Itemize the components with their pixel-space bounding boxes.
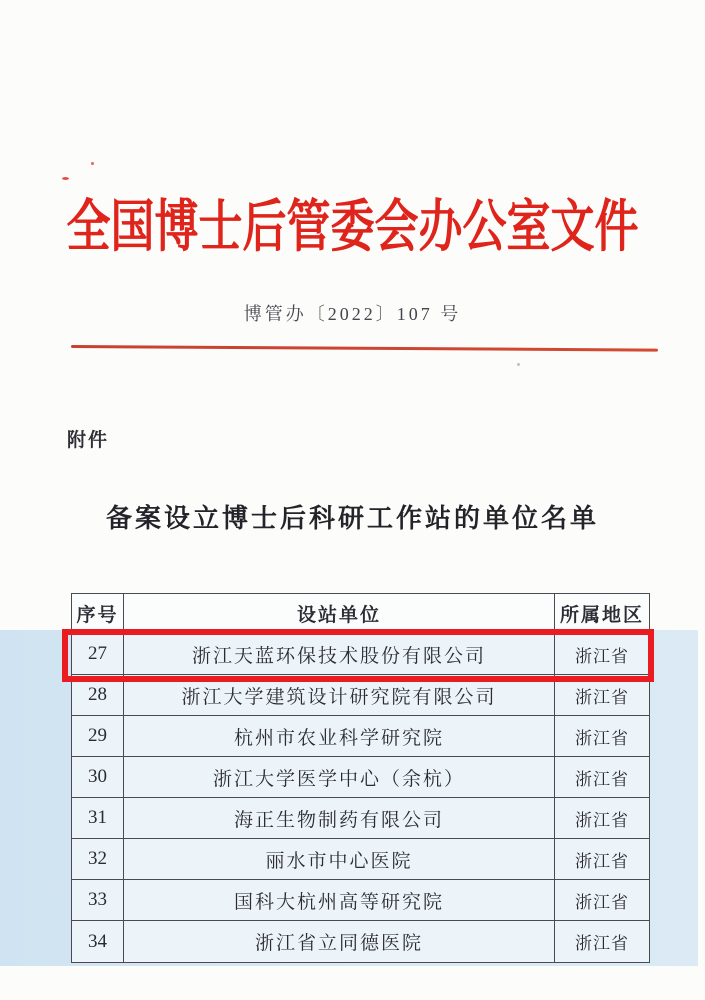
table-row [72, 716, 649, 757]
region-cell: 浙江省 [555, 716, 649, 757]
unit-cell: 浙江省立同德医院 [124, 921, 555, 962]
no-cell: 28 [72, 675, 124, 716]
region-cell: 浙江省 [555, 921, 649, 962]
list-title: 备案设立博士后科研工作站的单位名单 [105, 503, 599, 533]
attachment-label: 附件 [67, 430, 110, 451]
table-header-row [72, 594, 649, 634]
unit-cell: 杭州市农业科学研究院 [124, 716, 555, 757]
header-cell: 设站单位 [124, 594, 555, 634]
table-row [72, 921, 649, 962]
region-cell: 浙江省 [555, 880, 649, 921]
red-divider-line [71, 345, 658, 351]
scan-speck [91, 162, 94, 165]
header-cell: 序号 [72, 594, 124, 634]
unit-cell: 浙江天蓝环保技术股份有限公司 [124, 634, 555, 675]
unit-cell: 海正生物制药有限公司 [124, 798, 555, 839]
table-row [72, 675, 649, 716]
no-cell: 29 [72, 716, 124, 757]
document-title: 全国博士后管委会办公室文件 [66, 195, 639, 259]
no-cell: 27 [72, 634, 124, 675]
table-row [72, 798, 649, 839]
unit-cell: 丽水市中心医院 [124, 839, 555, 880]
table-row [72, 839, 649, 880]
table-row [72, 880, 649, 921]
region-cell: 浙江省 [555, 839, 649, 880]
table-body [72, 634, 649, 962]
scan-speck [517, 363, 520, 366]
no-cell: 31 [72, 798, 124, 839]
unit-cell: 国科大杭州高等研究院 [124, 880, 555, 921]
region-cell: 浙江省 [555, 675, 649, 716]
table-row [72, 757, 649, 798]
document-number: 博管办〔2022〕107 号 [243, 304, 462, 324]
no-cell: 33 [72, 880, 124, 921]
unit-cell: 浙江大学建筑设计研究院有限公司 [124, 675, 555, 716]
no-cell: 32 [72, 839, 124, 880]
region-cell: 浙江省 [555, 757, 649, 798]
unit-table [71, 593, 650, 963]
table-row [72, 634, 649, 675]
unit-cell: 浙江大学医学中心（余杭） [124, 757, 555, 798]
no-cell: 30 [72, 757, 124, 798]
region-cell: 浙江省 [555, 798, 649, 839]
header-cell: 所属地区 [555, 594, 649, 634]
region-cell: 浙江省 [555, 634, 649, 675]
no-cell: 34 [72, 921, 124, 962]
